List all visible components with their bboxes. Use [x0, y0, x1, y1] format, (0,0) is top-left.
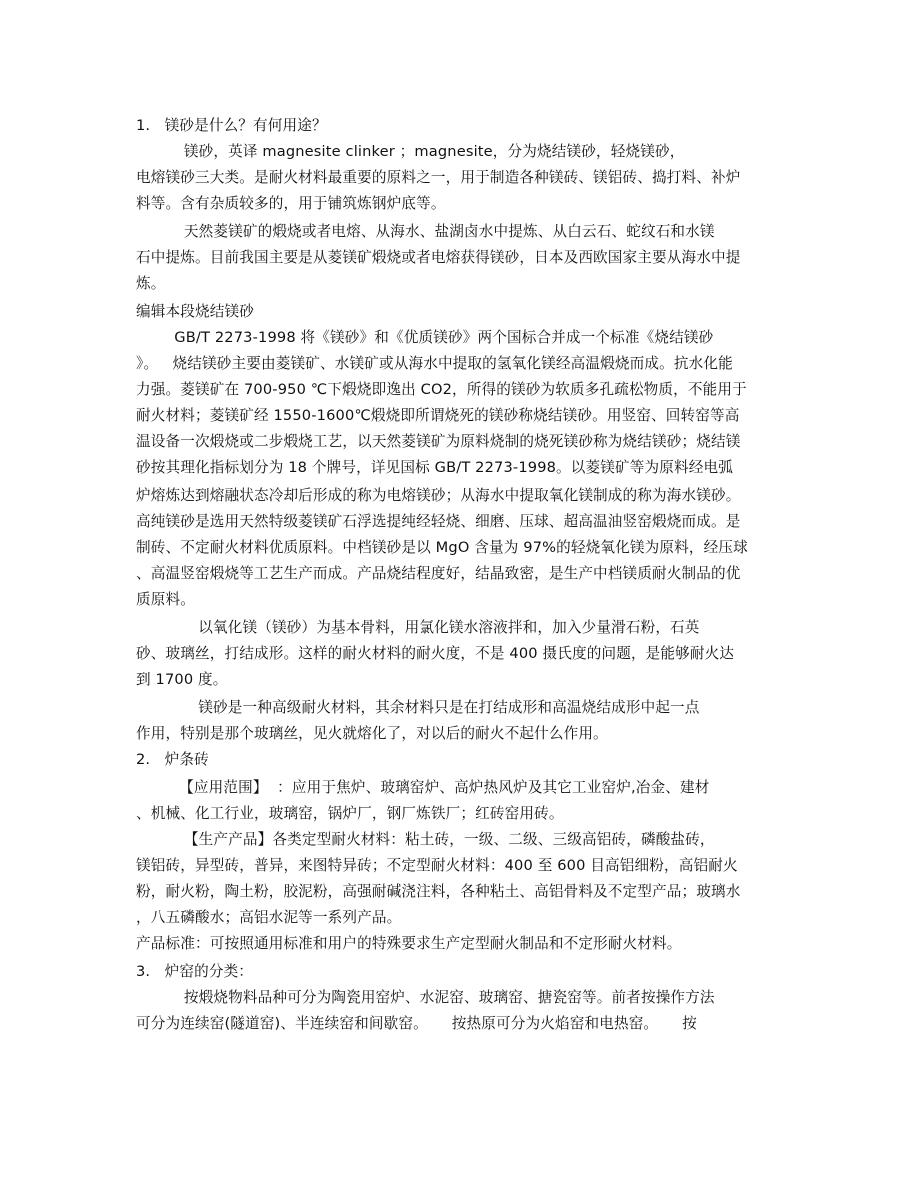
paragraph-line: 按煅烧物料品种可分为陶瓷用窑炉、水泥窑、玻璃窑、搪瓷窑等。前者按操作方法 [136, 989, 715, 1006]
paragraph-line: 产品标准：可按照通用标准和用户的特殊要求生产定型耐火制品和不定形耐火材料。 [136, 935, 682, 952]
paragraph-line: 可分为连续窑(隧道窑)、半连续窑和间歇窑。 按热原可分为火焰窑和电热窑。 按 [136, 1015, 697, 1032]
paragraph-line: 炉熔炼达到熔融状态冷却后形成的称为电熔镁砂；从海水中提取氧化镁制成的称为海水镁砂。 [136, 487, 741, 504]
paragraph-line: 力强。菱镁矿在 700-950 ℃下煅烧即逸出 CO2，所得的镁砂为软质多孔疏松物质，不能用于 [136, 381, 747, 398]
paragraph-line: 、高温竖窑煅烧等工艺生产而成。产品烧结程度好，结晶致密，是生产中档镁质耐火制品的优 [136, 565, 741, 582]
paragraph-line: GB/T 2273-1998 将《镁砂》和《优质镁砂》两个国标合并成一个标准《烧结镁砂 [136, 329, 714, 346]
paragraph-line: 镁砂，英译 magnesite clinker ；magnesite，分为烧结镁砂，轻烧镁砂， [136, 143, 685, 160]
heading-3: 3. 炉窑的分类： [136, 963, 254, 980]
paragraph-line: 、机械、化工行业，玻璃窑，锅炉厂，钢厂炼铁厂；红砖窑用砖。 [136, 805, 564, 822]
paragraph-line: 》。 烧结镁砂主要由菱镁矿、水镁矿或从海水中提取的氢氧化镁经高温煅烧而成。抗水化能 [136, 355, 733, 372]
paragraph-line: 料等。含有杂质较多的，用于铺筑炼钢炉底等。 [136, 195, 446, 212]
paragraph-line: 到 1700 度。 [136, 671, 228, 688]
paragraph-line: 镁铝砖，异型砖，普异，来图特异砖；不定型耐火材料：400 至 600 目高铝细粉，高铝耐火 [136, 857, 738, 874]
paragraph-line: 【应用范围】 ：应用于焦炉、玻璃窑炉、高炉热风炉及其它工业窑炉,冶金、建材 [136, 779, 710, 796]
paragraph-line: 砂按其理化指标划分为 18 个牌号，详见国标 GB/T 2273-1998。以菱镁矿等为原料经电弧 [136, 459, 733, 476]
paragraph-line: 高纯镁砂是选用天然特级菱镁矿石浮选提纯经轻烧、细磨、压球、超高温油竖窑煅烧而成。是 [136, 513, 741, 530]
paragraph-line: 作用，特别是那个玻璃丝，见火就熔化了，对以后的耐火不起什么作用。 [136, 725, 608, 742]
paragraph-line: 镁砂是一种高级耐火材料，其余材料只是在打结成形和高温烧结成形中起一点 [136, 699, 700, 716]
paragraph-line: 石中提炼。目前我国主要是从菱镁矿煅烧或者电熔获得镁砂，日本及西欧国家主要从海水中提 [136, 249, 741, 266]
section-heading: 编辑本段烧结镁砂 [136, 303, 254, 320]
paragraph-line: 质原料。 [136, 591, 195, 608]
paragraph-line: 【生产产品】各类定型耐火材料：粘土砖，一级、二级、三级高铝砖，磷酸盐砖， [136, 831, 715, 848]
heading-2: 2. 炉条砖 [136, 751, 209, 768]
paragraph-line: 制砖、不定耐火材料优质原料。中档镁砂是以 MgO 含量为 97%的轻烧氧化镁为原料，经压球 [136, 539, 748, 556]
paragraph-line: 炼。 [136, 275, 166, 292]
paragraph-line: 温设备一次煅烧或二步煅烧工艺，以天然菱镁矿为原料烧制的烧死镁砂称为烧结镁砂；烧结镁 [136, 433, 741, 450]
paragraph-line: 耐火材料；菱镁矿经 1550-1600℃煅烧即所谓烧死的镁砂称烧结镁砂。用竖窑、回转窑等高 [136, 407, 740, 424]
paragraph-line: 粉，耐火粉，陶土粉，胶泥粉，高强耐碱浇注料，各种粘土、高铝骨料及不定型产品；玻璃水 [136, 883, 741, 900]
paragraph-line: 砂、玻璃丝，打结成形。这样的耐火材料的耐火度，不是 400 摄氏度的问题，是能够耐火达 [136, 645, 735, 662]
paragraph-line: 以氧化镁（镁砂）为基本骨料，用氯化镁水溶液拌和，加入少量滑石粉，石英 [136, 619, 700, 636]
paragraph-line: ，八五磷酸水；高铝水泥等一系列产品。 [136, 909, 402, 926]
paragraph-line: 电熔镁砂三大类。是耐火材料最重要的原料之一，用于制造各种镁砖、镁铝砖、捣打料、补炉 [136, 169, 741, 186]
paragraph-line: 天然菱镁矿的煅烧或者电熔、从海水、盐湖卤水中提炼、从白云石、蛇纹石和水镁 [136, 223, 715, 240]
heading-1: 1. 镁砂是什么？有何用途？ [136, 117, 327, 134]
